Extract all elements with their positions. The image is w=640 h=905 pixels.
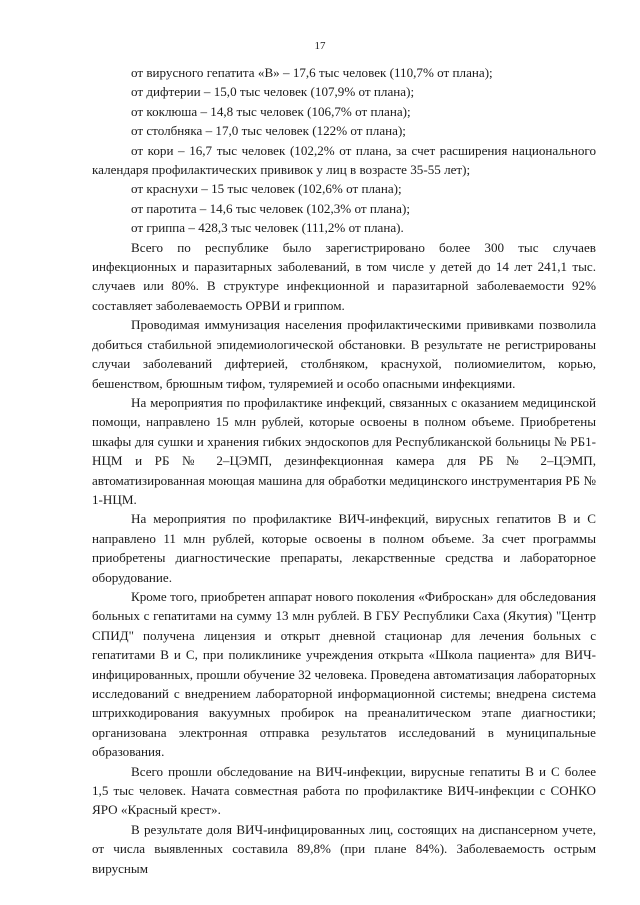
paragraph-tetanus: от столбняка – 17,0 тыс человек (122% от плана); <box>131 123 406 139</box>
paragraph-fibroscan: Кроме того, приобретен аппарат нового поколения «Фиброскан» для обследования больных с гепатитами на сумму 13 млн рублей. В ГБУ Республики Саха (Якутия) "Центр СПИД" получена лицензия и открыт дневной стационар для лечения больных с гепатитами В и С, при поликлинике учреждения открыта «Школа пациента» для ВИЧ-инфицированных, прошли обучение 32 человека. Проведена автоматизация лабораторных исследований с внедрением лабораторной информационной системы; внедрена система штрихкодирования вакуумных пробирок на преаналитическом этапе диагностики; организована электронная отправка результатов исследований в муниципальные образования. <box>92 588 597 760</box>
paragraph-diphtheria: от дифтерии – 15,0 тыс человек (107,9% от плана); <box>131 84 415 100</box>
paragraph-infection-prevention: На мероприятия по профилактике инфекций, связанных с оказанием медицинской помощи, направлено 15 млн рублей, которые освоены в полном объеме. Приобретены шкафы для сушки и хранения гибких эндоскопов для Республиканской больницы № РБ1-НЦМ и РБ № 2–ЦЭМП, дезинфекционная камера для РБ № 2–ЦЭМП, автоматизированная моющая машина для обработки медицинского инструментария РБ № 1-НЦМ. <box>92 394 596 507</box>
paragraph-pertussis: от коклюша – 14,8 тыс человек (106,7% от плана); <box>131 103 411 119</box>
paragraph-measles: от кори – 16,7 тыс человек (102,2% от плана, за счет расширения национального календаря профилактических прививок у лиц в возрасте 35-55 лет); <box>92 142 596 178</box>
paragraph-hiv-screening: Всего прошли обследование на ВИЧ-инфекции, вирусные гепатиты В и С более 1,5 тыс человек. Начата совместная работа по профилактике ВИЧ-инфекции с СОНКО ЯРО «Красный крест». <box>92 763 596 818</box>
paragraph-infection-totals: Всего по республике было зарегистрировано более 300 тыс случаев инфекционных и паразитарных заболеваний, в том числе у детей до 14 лет 241,1 тыс. случаев или 80%. В структуре инфекционной и паразитарной заболеваемости 92% составляет заболеваемость ОРВИ и гриппом. <box>92 239 596 313</box>
paragraph-rubella: от краснухи – 15 тыс человек (102,6% от плана); <box>131 181 402 197</box>
page-number: 17 <box>314 40 326 52</box>
paragraph-hiv-results: В результате доля ВИЧ-инфицированных лиц, состоящих на диспансерном учете, от числа выявленных составила 89,8% (при плане 84%). Заболеваемость острым вирусным <box>92 821 596 876</box>
body-text <box>92 63 596 878</box>
paragraph-influenza: от гриппа – 428,3 тыс человек (111,2% от плана). <box>131 220 404 236</box>
paragraph-immunization: Проводимая иммунизация населения профилактическими прививками позволила добиться стабильной эпидемиологической обстановки. В результате не регистрированы случаи заболеваний дифтерией, столбняком, краснухой, полиомиелитом, корью, бешенством, брюшным тифом, туляремией и особо опасными инфекциями. <box>92 317 596 391</box>
paragraph-hiv-prevention: На мероприятия по профилактике ВИЧ-инфекций, вирусных гепатитов В и С направлено 11 млн рублей, которые освоены в полном объеме. За счет программы приобретены диагностические препараты, лекарственные средства и лабораторное оборудование. <box>92 511 596 585</box>
paragraph-mumps: от паротита – 14,6 тыс человек (102,3% от плана); <box>131 200 410 216</box>
paragraph-hepatitis-b: от вирусного гепатита «В» – 17,6 тыс человек (110,7% от плана); <box>131 65 493 80</box>
